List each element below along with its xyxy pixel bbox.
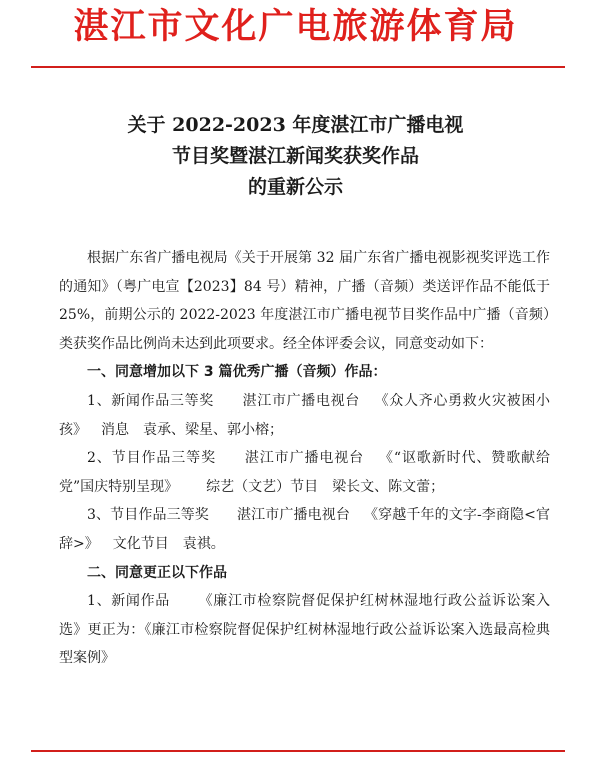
item-1-unit: 湛江市广播电视台 [241,392,360,409]
item-2-authors: 梁长文、陈文蕾； [332,478,445,495]
item-1-prefix: 1、新闻作品三等奖 [87,392,214,409]
item-2-prefix: 2、节目作品三等奖 [87,450,216,467]
title-line-3: 的重新公示 [247,176,343,198]
correction-corrected: 《廉江市检察院督促保护红树林湿地行政公益诉讼案入选最高检典型案例》 [59,621,551,667]
award-item-3 [59,501,550,558]
item-3-category: 文化节目 [112,535,169,552]
title-line-1: 关于 2022-2023 年度湛江市广播电视 [127,114,464,136]
item-2-work: 《“讴歌新时代、赞歌献给党”国庆特别呈现》 [59,450,550,495]
footer-red-rule [31,750,565,752]
section-1-heading: 一、同意增加以下 3 篇优秀广播（音频）作品： [87,364,387,381]
item-3-work: 《穿越千年的文字-李商隐<官辞>》 [59,507,550,552]
correction-item [59,587,550,673]
correction-connector: 更正为： [87,621,145,638]
org-header: 湛江市文化广电旅游体育局 [73,6,518,47]
item-2-category: 综艺（文艺）节目 [206,478,319,495]
item-2-unit: 湛江市广播电视台 [243,450,365,467]
section-2-heading: 二、同意更正以下作品 [87,564,227,581]
award-item-2 [59,444,550,501]
item-1-authors: 袁承、梁星、郭小榕； [143,421,283,438]
item-3-unit: 湛江市广播电视台 [236,507,350,524]
award-item-1 [59,387,550,444]
notice-title [0,110,591,203]
notice-body [59,244,550,673]
correction-prefix: 1、新闻作品 [87,593,170,610]
item-3-authors: 袁祺。 [182,535,225,552]
intro-paragraph: 根据广东省广播电视局《关于开展第 32 届广东省广播电视影视奖评选工作的通知》（粤广电宣【2023】84 号）精神，广播（音频）类送评作品不能低于 25%，前期公示的 2022-2023 年度湛江市广播电视节目奖作品中广播（音频）类获奖作品比例尚未达到此项要求。经全体评委会议，同意变动如下： [59,250,550,352]
item-3-prefix: 3、节目作品三等奖 [87,507,209,524]
header-red-rule [31,66,565,68]
correction-original: 《廉江市检察院督促保护红树林湿地行政公益诉讼案入选》 [59,593,550,638]
title-line-2: 节目奖暨湛江新闻奖获奖作品 [171,145,419,167]
item-1-work: 《众人齐心勇救火灾被困小孩》 [59,392,550,438]
item-1-category: 消息 [101,421,129,438]
